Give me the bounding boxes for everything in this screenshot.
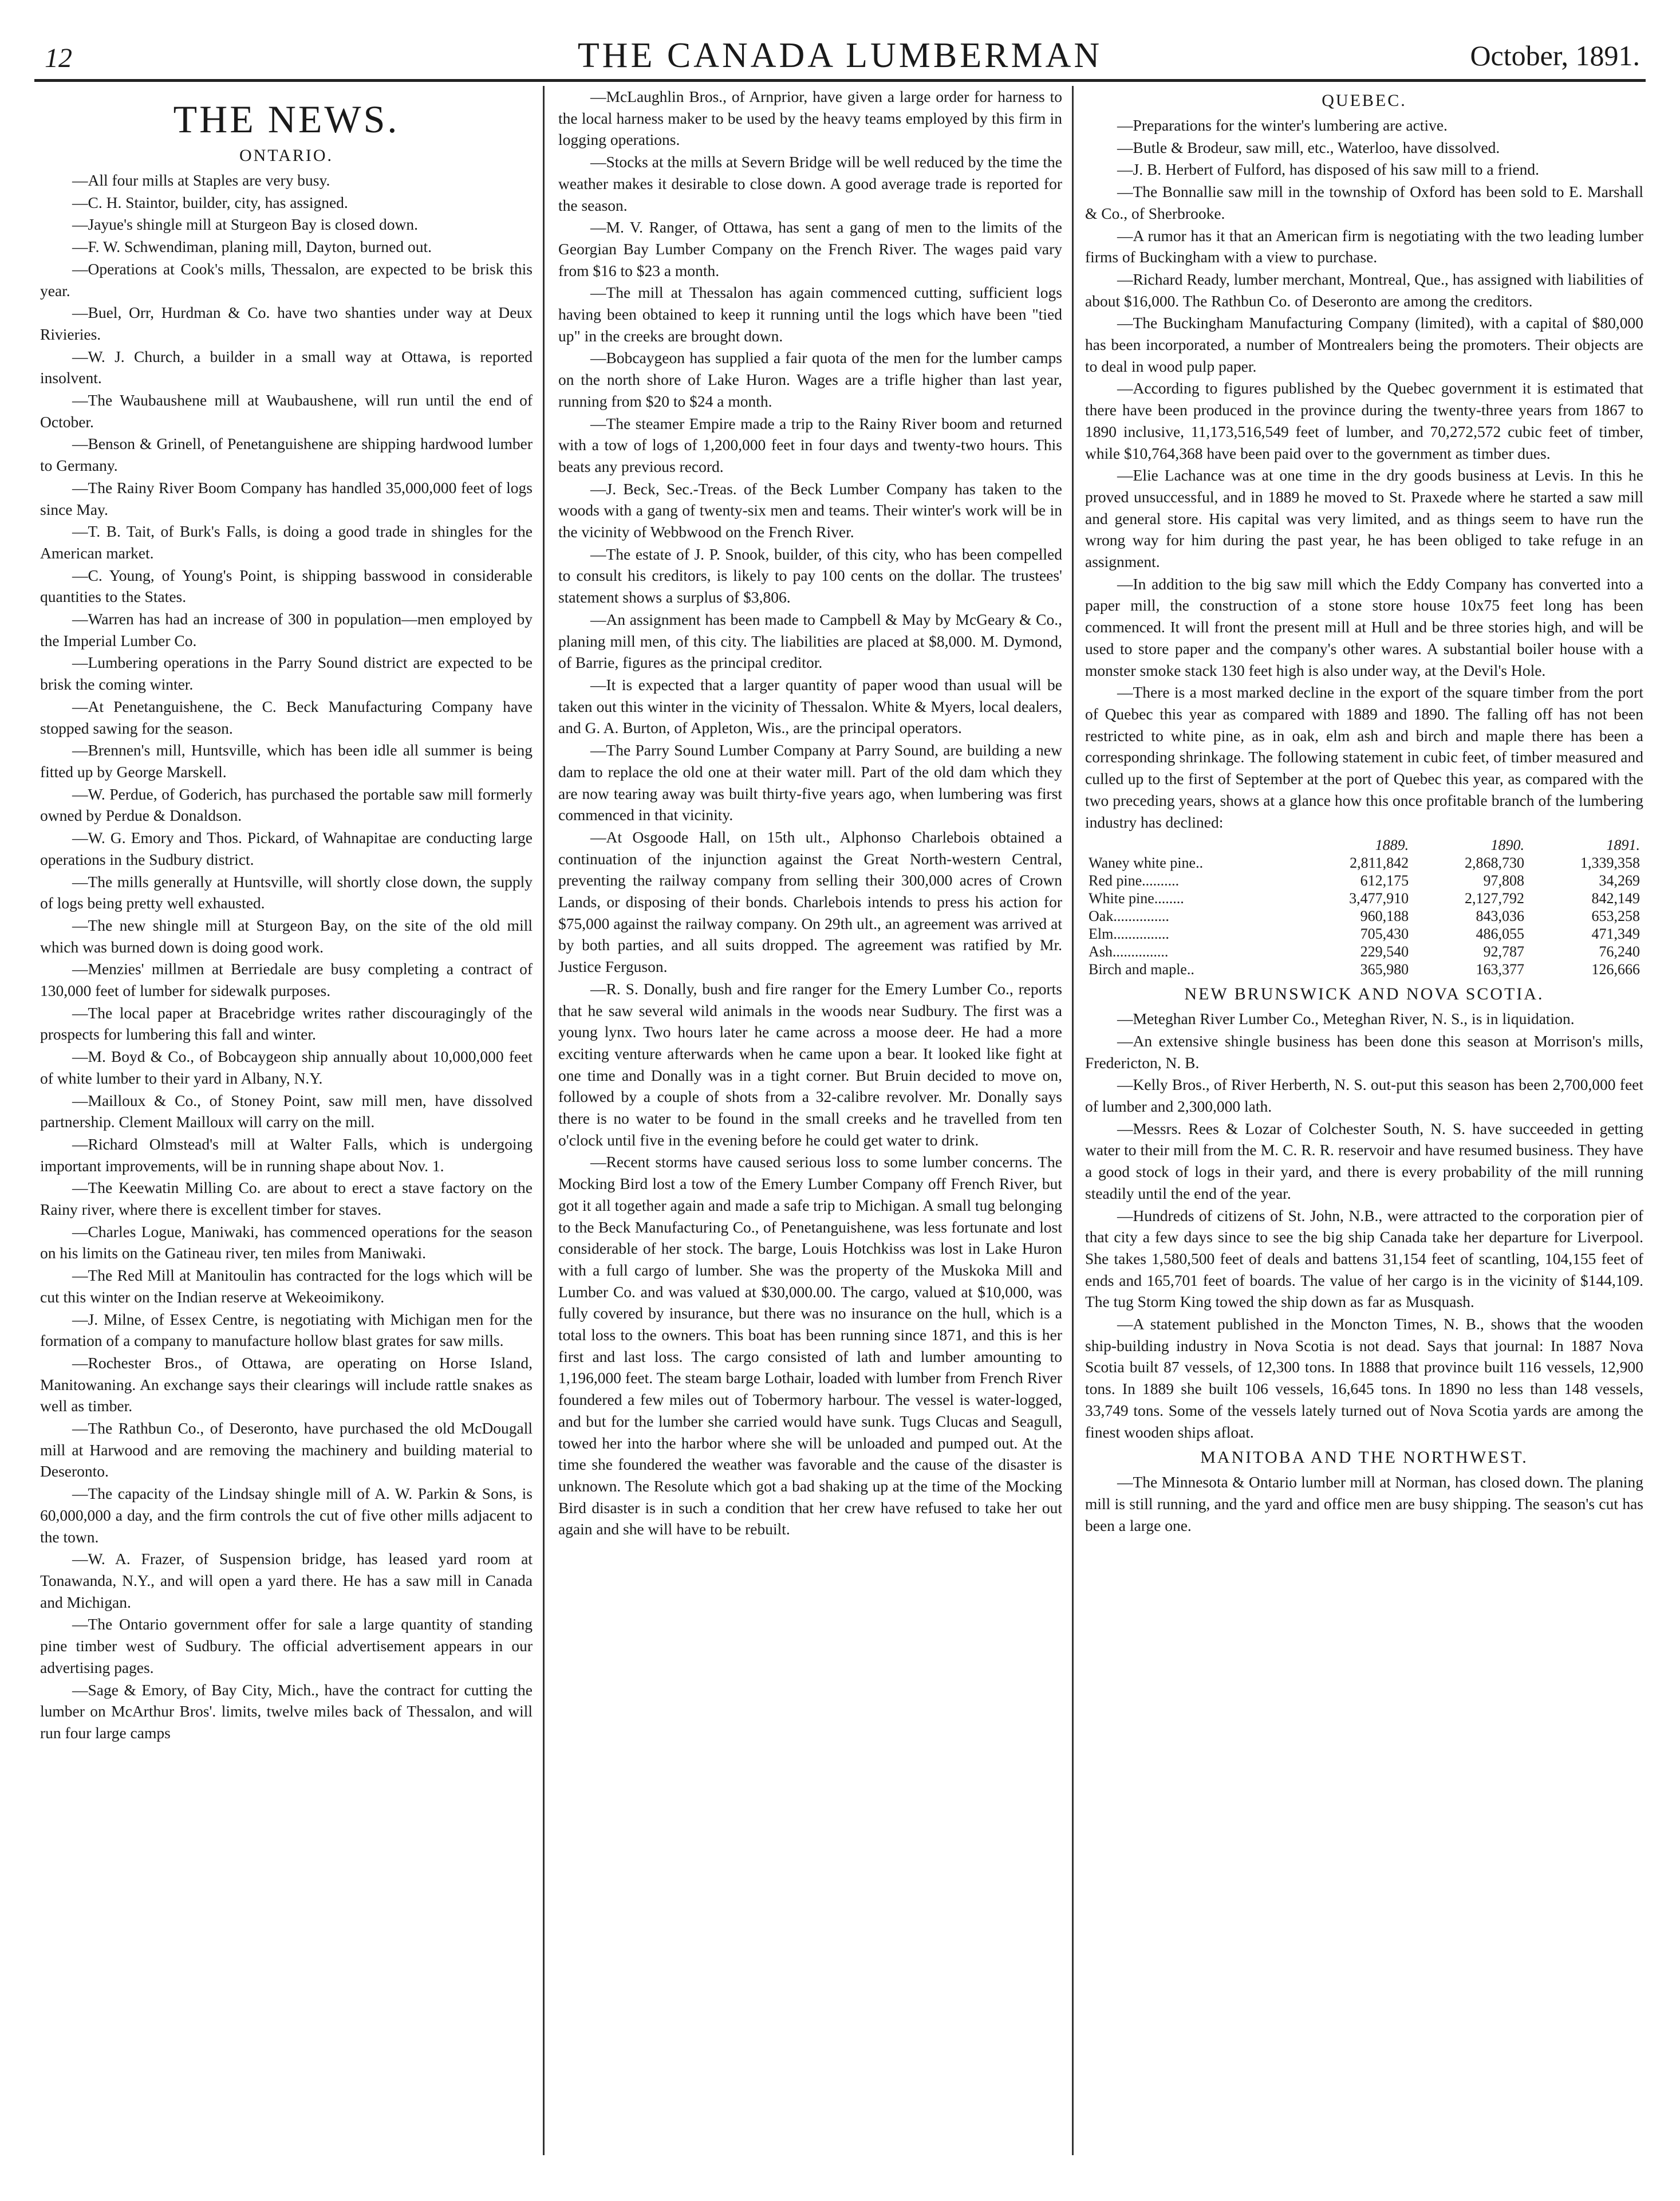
- section-heading-quebec: QUEBEC.: [1322, 91, 1407, 110]
- timber-value-1891: 842,149: [1591, 890, 1640, 907]
- timber-value-1891: 1,339,358: [1580, 855, 1640, 872]
- timber-value-1890: 92,787: [1483, 943, 1525, 960]
- timber-label: Ash...............: [1089, 943, 1169, 960]
- timber-row: [1085, 889, 1643, 907]
- timber-value-1890: 163,377: [1476, 961, 1525, 978]
- news-item: —T. B. Tait, of Burk's Falls, is doing a good trade in shingles for the American market.: [40, 522, 533, 562]
- news-item: —Charles Logue, Maniwaki, has commenced operations for the season on his limits on the Gatineau river, ten miles from Maniwaki.: [40, 1222, 533, 1262]
- ontario-news-list: [40, 170, 533, 1744]
- news-item: —Richard Olmstead's mill at Walter Falls, which is undergoing important improvements, will be in running shape about Nov. 1.: [40, 1135, 533, 1175]
- news-item: —The Bonnallie saw mill in the township of Oxford has been sold to E. Marshall & Co., of Sherbrooke.: [1085, 183, 1643, 222]
- section-heading-ontario: ONTARIO.: [239, 146, 334, 165]
- news-item: —Richard Ready, lumber merchant, Montreal, Que., has assigned with liabilities of about $16,000. The Rathbun Co. of Deseronto are among the creditors.: [1085, 270, 1643, 310]
- news-item: —J. Beck, Sec.-Treas. of the Beck Lumber Company has taken to the woods with a gang of twenty-six men and teams. Their winter's work will be in the vicinity of Webbwood on the French River.: [558, 479, 1062, 541]
- timber-value-1891: 653,258: [1591, 908, 1640, 925]
- column-2-news-list: [558, 86, 1062, 1540]
- news-item: —M. V. Ranger, of Ottawa, has sent a gang of men to the limits of the Georgian Bay Lumber Company on the French River. The wages paid vary from $16 to $23 a month.: [558, 218, 1062, 279]
- timber-label: Waney white pine..: [1089, 855, 1204, 872]
- news-item: —Kelly Bros., of River Herberth, N. S. out-put this season has been 2,700,000 feet of lumber and 2,300,000 lath.: [1085, 1076, 1643, 1116]
- timber-label: White pine........: [1089, 890, 1184, 907]
- timber-value-1891: 34,269: [1599, 872, 1640, 889]
- news-item: —The capacity of the Lindsay shingle mill of A. W. Parkin & Sons, is 60,000,000 a day, and the firm controls the cut of five other mills adjacent to the town.: [40, 1485, 533, 1546]
- column-1: [40, 86, 533, 2167]
- news-item: —Rochester Bros., of Ottawa, are operating on Horse Island, Manitowaning. An exchange says their clearings will include rattle snakes as well as timber.: [40, 1353, 533, 1415]
- news-item: —Meteghan River Lumber Co., Meteghan River, N. S., is in liquidation.: [1117, 1010, 1575, 1028]
- news-item: —It is expected that a larger quantity of paper wood than usual will be taken out this winter in the vicinity of Thessalon. White & Myers, local dealers, and G. A. Burton, of Appleton, Wis., are the principal operators.: [558, 675, 1062, 737]
- header-rule: [34, 79, 1646, 82]
- column-2: [558, 86, 1062, 2167]
- timber-value-1890: 97,808: [1483, 872, 1525, 889]
- timber-value-1889: 960,188: [1360, 908, 1409, 925]
- timber-value-1889: 3,477,910: [1349, 890, 1409, 907]
- news-item: —M. Boyd & Co., of Bobcaygeon ship annually about 10,000,000 feet of white lumber to their yard in Albany, N.Y.: [40, 1048, 533, 1087]
- newspaper-title: THE CANADA LUMBERMAN: [577, 36, 1103, 75]
- news-item: —The new shingle mill at Sturgeon Bay, on the site of the old mill which was burned down is doing good work.: [40, 916, 533, 956]
- column-3: [1085, 86, 1643, 2167]
- news-item: —A statement published in the Moncton Times, N. B., shows that the wooden ship-building industry in Nova Scotia is not dead. Says that journal: In 1887 Nova Scotia built 87 vessels, of 12,300 tons. In 1888 that province built 116 vessels, 12,900 tons. In 1889 she built 106 vessels, 16,645 tons. In 1890 no less than 148 vessels, 33,749 tons. Some of the vessels lately turned out of Nova Scotia yards are among the finest wooden ships afloat.: [1085, 1315, 1643, 1441]
- news-item: —At Osgoode Hall, on 15th ult., Alphonso Charlebois obtained a continuation of the injunction against the Great North-western Central, preventing the railway company from selling their 300,000 acres of Crown Lands, or disposing of their bonds. Charlebois intends to press his action for $75,000 against the railway company. On 29th ult., an agreement was arrived at by both parties, and all suits dropped. The agreement was ratified by Mr. Justice Ferguson.: [558, 828, 1062, 976]
- news-item: —Jayue's shingle mill at Sturgeon Bay is closed down.: [72, 215, 419, 234]
- timber-label: Oak...............: [1089, 908, 1169, 925]
- timber-row: [1085, 854, 1643, 872]
- news-item: —The estate of J. P. Snook, builder, of this city, who has been compelled to consult his creditors, is likely to pay 100 cents on the dollar. The trustees' statement shows a surplus of $3,806.: [558, 545, 1062, 607]
- timber-value-1889: 2,811,842: [1350, 855, 1409, 872]
- news-item: —W. A. Frazer, of Suspension bridge, has leased yard room at Tonawanda, N.Y., and will open a yard there. He has a saw mill in Canada and Michigan.: [40, 1550, 533, 1611]
- timber-row: [1085, 960, 1643, 978]
- timber-value-1889: 612,175: [1360, 872, 1409, 889]
- news-item: —Menzies' millmen at Berriedale are busy completing a contract of 130,000 feet of lumber for sidewalk purposes.: [40, 960, 533, 1000]
- news-item: —The Ontario government offer for sale a large quantity of standing pine timber west of Sudbury. The official advertisement appears in our advertising pages.: [40, 1615, 533, 1676]
- news-item: —The Minnesota & Ontario lumber mill at Norman, has closed down. The planing mill is still running, and the yard and office men are busy shipping. The season's cut has been a large one.: [1085, 1473, 1643, 1534]
- news-item: —Lumbering operations in the Parry Sound district are expected to be brisk the coming winter.: [40, 653, 533, 694]
- news-item: —Messrs. Rees & Lozar of Colchester South, N. S. have succeeded in getting water to their mill from the M. C. R. R. reservoir and have resumed business. They have a good stock of logs in their yard, and there is every probability of the mill running steadily until the end of the year.: [1085, 1119, 1643, 1202]
- timber-export-table: [1085, 836, 1643, 978]
- news-item: —The Red Mill at Manitoulin has contracted for the logs which will be cut this winter on the Indian reserve at Wekeoimikony.: [40, 1266, 533, 1306]
- news-item: —All four mills at Staples are very busy.: [72, 171, 330, 189]
- timber-value-1889: 705,430: [1360, 926, 1409, 943]
- timber-row: [1085, 907, 1643, 925]
- news-item: —J. Milne, of Essex Centre, is negotiating with Michigan men for the formation of a company to manufacture hollow blast grates for saw mills.: [40, 1310, 533, 1350]
- news-item: —Stocks at the mills at Severn Bridge will be well reduced by the time the weather makes it desirable to close down. A good average trade is reported for the season.: [558, 153, 1062, 214]
- timber-value-1889: 229,540: [1360, 943, 1409, 960]
- news-item: —Warren has had an increase of 300 in population—men employed by the Imperial Lumber Co.: [40, 610, 533, 649]
- news-item: —The mill at Thessalon has again commenced cutting, sufficient logs having been obtained to keep it running until the logs which have been "tied up" in the creeks are brought down.: [558, 284, 1062, 345]
- timber-table-header: [1085, 836, 1643, 854]
- news-item: —F. W. Schwendiman, planing mill, Dayton, burned out.: [72, 238, 432, 256]
- news-item: —Benson & Grinell, of Penetanguishene are shipping hardwood lumber to Germany.: [40, 435, 533, 475]
- news-item: —The Rainy River Boom Company has handled 35,000,000 feet of logs since May.: [40, 478, 533, 518]
- news-item: —Recent storms have caused serious loss to some lumber concerns. The Mocking Bird lost a tow of the Emery Lumber Company off French River, but got it all together again and made a safe trip to Michigan. A small tug belonging to the Beck Manufacturing Co., of Penetanguishene, was less fortunate and lost considerable of her stock. The barge, Louis Hotchkiss was lost in Lake Huron with a full cargo of lumber. She was the property of the Muskoka Mill and Lumber Co. and was valued at $30,000.00. The cargo, valued at $10,000, was fully covered by insurance, but there was no insurance on the hull, which is a total loss to the owners. This boat has been running since 1871, and this is her first and last loss. The cargo consisted of lath and lumber amounting to 1,196,000 feet. The steam barge Lothair, loaded with lumber from French River foundered a few miles out of Tobermory harbour. The vessel is water-logged, and but for the lumber she carried would have sunk. Tugs Clucas and Seagull, towed her into the harbor where she will be unloaded and pumped out. At the time she foundered the weather was favorable and the cause of the disaster is unknown. The Resolute which got a bad shaking up at the time of the Mocking Bird disaster is in such a condition that her crew have refused to take her out again and she will have to be rebuilt.: [558, 1153, 1062, 1538]
- news-item: —Preparations for the winter's lumbering are active.: [1117, 116, 1448, 134]
- news-item: —An extensive shingle business has been done this season at Morrison's mills, Fredericton, N. B.: [1085, 1031, 1643, 1072]
- timber-value-1891: 126,666: [1591, 961, 1640, 978]
- news-item: —W. J. Church, a builder in a small way at Ottawa, is reported insolvent.: [40, 347, 533, 387]
- news-item: —According to figures published by the Quebec government it is estimated that there have been produced in the province during the twenty-three years from 1867 to 1890 inclusive, 11,173,516,549 feet of lumber, and 70,272,572 cubic feet of timber, while $10,764,368 have been paid over to the government as timber dues.: [1085, 379, 1643, 462]
- news-item: —J. B. Herbert of Fulford, has disposed of his saw mill to a friend.: [1117, 160, 1540, 179]
- section-heading-manitoba: MANITOBA AND THE NORTHWEST.: [1200, 1448, 1528, 1467]
- timber-row: [1085, 872, 1643, 889]
- year-header: 1890.: [1490, 837, 1525, 854]
- timber-value-1891: 471,349: [1591, 926, 1640, 943]
- news-item: —R. S. Donally, bush and fire ranger for the Emery Lumber Co., reports that he saw several wild animals in the woods near Sudbury. The first was a young lynx. Two hours later he came across a moose deer. He had a more exciting venture afterwards when he came upon a bear. It looked like fight at one time and Donally was in a tight corner. But Bruin decided to move on, followed by a couple of shots from a 32-calibre revolver. Mr. Donally says there is no water to be found in the small creeks and he travelled from ten o'clock until five in the evening before he could get water to drink.: [558, 979, 1062, 1149]
- news-item: —The Parry Sound Lumber Company at Parry Sound, are building a new dam to replace the old one at their water mill. Part of the old dam which they are now tearing away was built thirty-five years ago, when lumbering was first commenced in that vicinity.: [558, 741, 1062, 824]
- news-item: —Elie Lachance was at one time in the dry goods business at Levis. In this he proved unsuccessful, and in 1889 he moved to St. Praxede where he started a saw mill and general store. His capital was very limited, and as things seem to have run the wrong way for him during the past year, he has been obliged to take refuge in an assignment.: [1085, 466, 1643, 571]
- news-item: —Mailloux & Co., of Stoney Point, saw mill men, have dissolved partnership. Clement Mailloux will carry on the mill.: [40, 1091, 533, 1131]
- news-item: —The Keewatin Milling Co. are about to erect a stave factory on the Rainy river, where there is excellent timber for staves.: [40, 1179, 533, 1219]
- news-item: —Bobcaygeon has supplied a fair quota of the men for the lumber camps on the north shore of Lake Huron. Wages are a trifle higher than last year, running from $20 to $24 a month.: [558, 349, 1062, 410]
- news-item: —C. Young, of Young's Point, is shipping basswood in considerable quantities to the States.: [40, 566, 533, 606]
- news-item: —The mills generally at Huntsville, will shortly close down, the supply of logs being pretty well exhausted.: [40, 872, 533, 912]
- year-header: 1889.: [1375, 837, 1409, 854]
- news-item: —An assignment has been made to Campbell & May by McGeary & Co., planing mill men, of this city. The liabilities are placed at $8,000. M. Dymond, of Barrie, figures as the principal creditor.: [558, 610, 1062, 672]
- news-item: —Hundreds of citizens of St. John, N.B., were attracted to the corporation pier of that city a few days since to see the big ship Canada take her departure for Liverpool. She takes 1,580,500 feet of deals and battens 31,154 feet of scantling, 104,155 feet of ends and 165,701 feet of boards. The value of her cargo is in the vicinity of $144,109. The tug Storm King towed the ship down as far as Musquash.: [1085, 1206, 1643, 1311]
- new-brunswick-news-list: [1085, 1008, 1643, 1443]
- timber-value-1889: 365,980: [1360, 961, 1409, 978]
- news-item: —W. Perdue, of Goderich, has purchased the portable saw mill formerly owned by Perdue & Donaldson.: [40, 785, 533, 825]
- timber-value-1891: 76,240: [1599, 943, 1640, 960]
- news-item: —Operations at Cook's mills, Thessalon, are expected to be brisk this year.: [40, 259, 533, 300]
- timber-label: Elm...............: [1089, 926, 1169, 943]
- news-item: —The Waubaushene mill at Waubaushene, will run until the end of October.: [40, 391, 533, 431]
- issue-date: October, 1891.: [1470, 40, 1640, 72]
- timber-value-1890: 2,127,792: [1465, 890, 1525, 907]
- masthead: [34, 29, 1646, 74]
- news-item: —C. H. Staintor, builder, city, has assigned.: [72, 193, 348, 211]
- timber-value-1890: 486,055: [1476, 926, 1525, 943]
- timber-value-1890: 2,868,730: [1465, 855, 1525, 872]
- news-item: —A rumor has it that an American firm is negotiating with the two leading lumber firms of Buckingham with a view to purchase.: [1085, 226, 1643, 266]
- news-item: —McLaughlin Bros., of Arnprior, have given a large order for harness to the local harness maker to be used by the heavy teams employed by this firm in logging operations.: [558, 88, 1062, 149]
- year-header: 1891.: [1606, 837, 1640, 854]
- news-item: —The local paper at Bracebridge writes rather discouragingly of the prospects for lumbering this fall and winter.: [40, 1003, 533, 1044]
- timber-label: Birch and maple..: [1089, 961, 1194, 978]
- news-item: —The Rathbun Co., of Deseronto, have purchased the old McDougall mill at Harwood and are removing the machinery and building material to Deseronto.: [40, 1419, 533, 1481]
- column-divider: [1072, 86, 1074, 2155]
- news-item: —Brennen's mill, Huntsville, which has been idle all summer is being fitted up by George Marskell.: [40, 741, 533, 781]
- manitoba-news-list: [1085, 1471, 1643, 1536]
- section-heading-new-brunswick: NEW BRUNSWICK AND NOVA SCOTIA.: [1184, 985, 1544, 1004]
- timber-label: Red pine..........: [1089, 872, 1180, 889]
- news-item: —Buel, Orr, Hurdman & Co. have two shanties under way at Deux Rivieries.: [40, 304, 533, 343]
- news-item: —Butle & Brodeur, saw mill, etc., Waterloo, have dissolved.: [1117, 138, 1500, 156]
- news-item: —Sage & Emory, of Bay City, Mich., have the contract for cutting the lumber on McArthur Bros'. limits, twelve miles back of Thessalon, and will run four large camps: [40, 1680, 533, 1742]
- quebec-news-list: [1085, 115, 1643, 833]
- news-item: —In addition to the big saw mill which the Eddy Company has converted into a paper mill, the construction of a stone store house 10x75 feet long has been commenced. It will front the present mill at Hull and be three stories high, and will be used to store paper and the company's other wares. A substantial boiler house with a monster smoke stack 130 feet high is also under way, at the Devil's Hole.: [1085, 574, 1643, 679]
- news-item: —The Buckingham Manufacturing Company (limited), with a capital of $80,000 has been incorporated, a number of Montrealers being the promoters. Their objects are to deal in wood pulp paper.: [1085, 314, 1643, 375]
- news-item: —The steamer Empire made a trip to the Rainy River boom and returned with a tow of logs of 1,200,000 feet in four days and twenty-two hours. This beats any previous record.: [558, 414, 1062, 475]
- news-item: —W. G. Emory and Thos. Pickard, of Wahnapitae are conducting large operations in the Sudbury district.: [40, 829, 533, 868]
- timber-row: [1085, 943, 1643, 960]
- timber-row: [1085, 925, 1643, 943]
- news-item: —At Penetanguishene, the C. Beck Manufacturing Company have stopped sawing for the season.: [40, 697, 533, 737]
- column-divider: [543, 86, 545, 2155]
- timber-value-1890: 843,036: [1476, 908, 1525, 925]
- news-heading: THE NEWS.: [173, 97, 400, 141]
- page-number: 12: [45, 43, 72, 73]
- news-item: —There is a most marked decline in the export of the square timber from the port of Quebec this year as compared with 1889 and 1890. The falling off has not been restricted to white pine, as in oak, elm ash and birch and maple there has been a corresponding shrinkage. The following statement in cubic feet, of timber measured and culled up to the first of September at the port of Quebec this year, as compared with the two preceding years, shows at a glance how this once profitable branch of the lumbering industry has declined:: [1085, 683, 1643, 831]
